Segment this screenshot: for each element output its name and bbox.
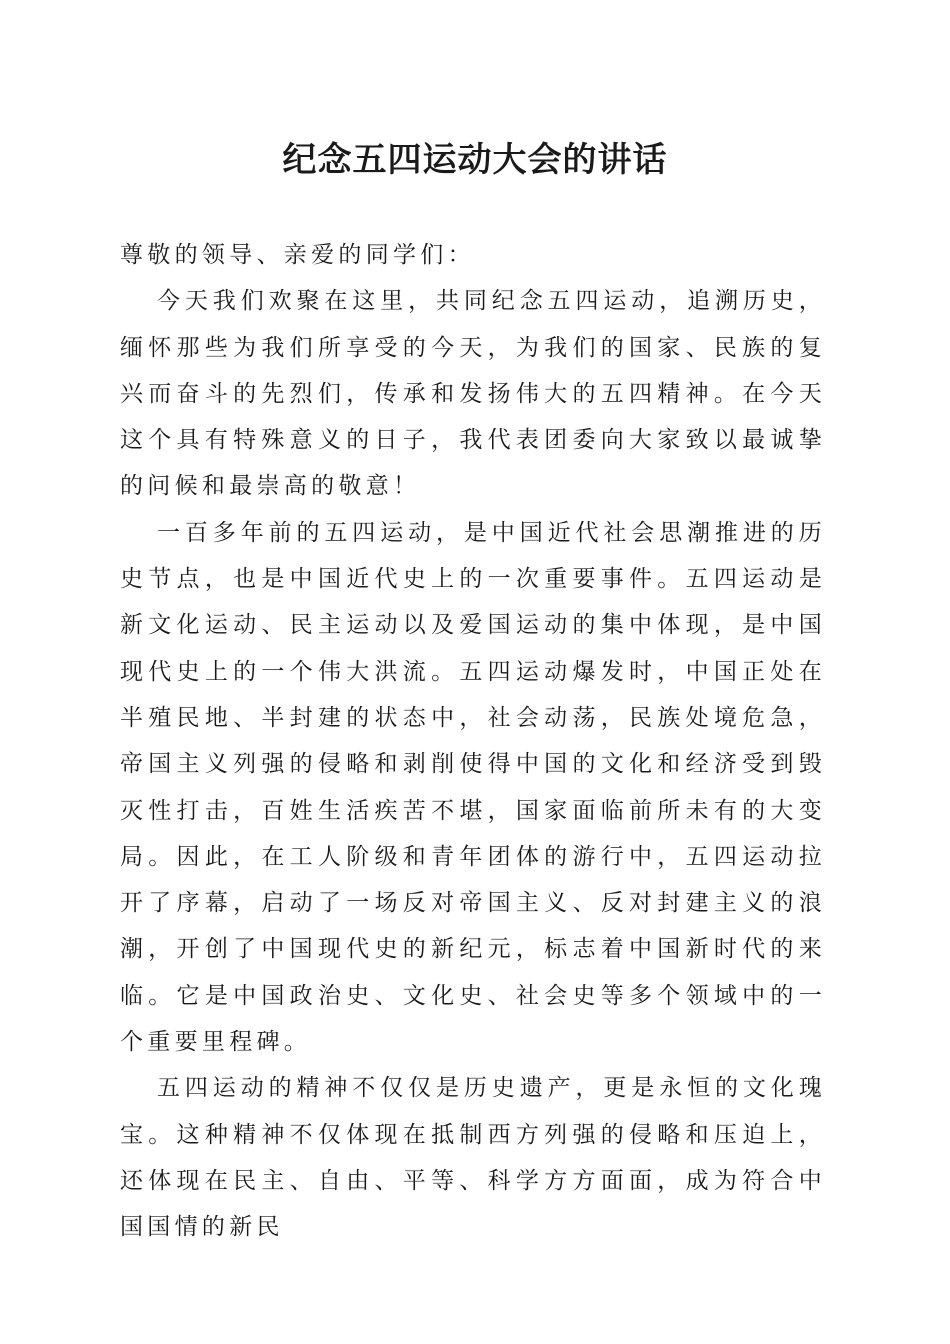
paragraph-1: 今天我们欢聚在这里，共同纪念五四运动，追溯历史，缅怀那些为我们所享受的今天，为我们的国家、民族的复兴而奋斗的先烈们，传承和发扬伟大的五四精神。在今天这个具有特殊意义的日子，我代表团委向大家致以最诚挚的问候和最崇高的敬意！ — [120, 288, 826, 500]
document-body — [120, 232, 826, 1251]
paragraph-2: 一百多年前的五四运动，是中国近代社会思潮推进的历史节点，也是中国近代史上的一次重要事件。五四运动是新文化运动、民主运动以及爱国运动的集中体现，是中国现代史上的一个伟大洪流。五四运动爆发时，中国正处在半殖民地、半封建的状态中，社会动荡，民族处境危急，帝国主义列强的侵略和剥削使得中国的文化和经济受到毁灭性打击，百姓生活疾苦不堪，国家面临前所未有的大变局。因此，在工人阶级和青年团体的游行中，五四运动拉开了序幕，启动了一场反对帝国主义、反对封建主义的浪潮，开创了中国现代史的新纪元，标志着中国新时代的来临。它是中国政治史、文化史、社会史等多个领域中的一个重要里程碑。 — [120, 519, 826, 1056]
paragraph-3: 五四运动的精神不仅仅是历史遗产，更是永恒的文化瑰宝。这种精神不仅体现在抵制西方列强的侵略和压迫上，还体现在民主、自由、平等、科学方方面面，成为符合中国国情的新民 — [120, 1075, 826, 1241]
salutation: 尊敬的领导、亲爱的同学们： — [120, 242, 475, 268]
document-title: 纪念五四运动大会的讲话 — [282, 140, 668, 180]
